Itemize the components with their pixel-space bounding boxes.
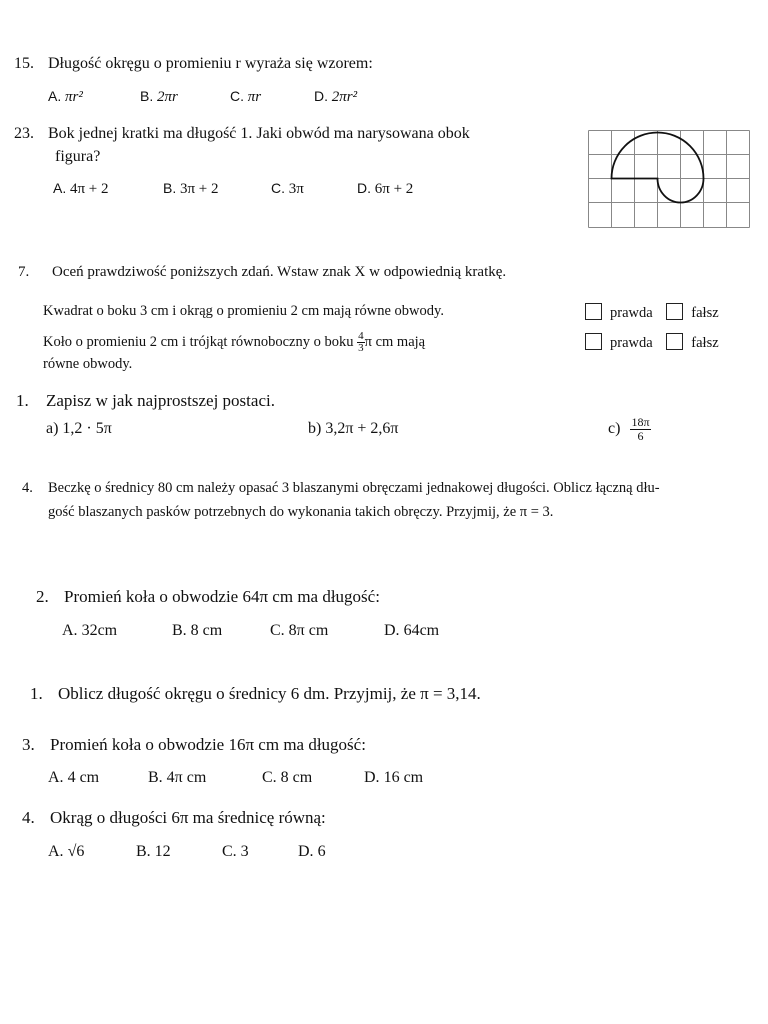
- option-label: C.: [262, 769, 277, 786]
- statement-1: Kwadrat o boku 3 cm i okrąg o promieniu 2 cm mają równe obwody.: [43, 303, 444, 319]
- question-1-circumference: [30, 684, 481, 704]
- option-label: A.: [53, 180, 67, 196]
- option-label: C.: [270, 622, 285, 639]
- option-label: B.: [136, 843, 151, 860]
- fraction: [630, 416, 650, 443]
- option-value: 4π + 2: [69, 181, 109, 197]
- option-value: 2πr: [156, 89, 178, 105]
- statement-text: Koło o promieniu 2 cm i trójkąt równoboczny o boku: [43, 333, 354, 350]
- question-1-simplify: [16, 391, 275, 411]
- option-label: D.: [298, 843, 314, 860]
- option-label: A.: [48, 769, 64, 786]
- question-15: [14, 55, 373, 73]
- question-number: 3.: [22, 735, 35, 754]
- fraction-numerator: 18π: [631, 415, 650, 429]
- option-value: 6: [317, 843, 326, 860]
- option-label: B.: [148, 769, 163, 786]
- grid-figure: [588, 130, 750, 228]
- question-4-barrel: [22, 480, 660, 497]
- true-label: prawda: [610, 335, 653, 351]
- option-value: 4π cm: [166, 769, 207, 786]
- question-23: [14, 125, 470, 143]
- option-value: 64cm: [403, 622, 440, 639]
- option-value: 8π cm: [288, 622, 329, 639]
- fraction: [357, 331, 365, 354]
- question-2: [36, 587, 380, 607]
- false-label: fałsz: [691, 305, 719, 321]
- part-c: [608, 416, 651, 443]
- option-label: C.: [222, 843, 237, 860]
- question-number: 1.: [16, 391, 29, 410]
- option-label: C.: [271, 180, 285, 196]
- true-label: prawda: [610, 305, 653, 321]
- statement-text: π cm mają: [364, 333, 426, 350]
- question-4-circle: [22, 808, 326, 828]
- question-text: Promień koła o obwodzie 64π cm ma długość:: [64, 587, 380, 606]
- option-label: D.: [384, 622, 400, 639]
- question-text: Zapisz w jak najprostszej postaci.: [46, 391, 275, 410]
- option-label: A.: [62, 622, 78, 639]
- question-text: Okrąg o długości 6π ma średnicę równą:: [50, 808, 326, 827]
- option-label: D.: [314, 88, 328, 104]
- option-value: πr: [247, 89, 262, 105]
- option-value: 3π: [288, 181, 304, 197]
- false-checkbox[interactable]: [666, 303, 683, 320]
- statement-2: [43, 331, 513, 354]
- option-value: πr²: [64, 89, 83, 105]
- question-number: 4.: [22, 808, 35, 827]
- option-value: 3π + 2: [179, 181, 219, 197]
- option-value: 32cm: [81, 622, 118, 639]
- question-number: 1.: [30, 684, 43, 703]
- question-number: 15.: [14, 55, 34, 72]
- true-checkbox[interactable]: [585, 303, 602, 320]
- question-number: 2.: [36, 587, 49, 606]
- option-value: 16 cm: [383, 769, 424, 786]
- true-false-row-2: [585, 333, 719, 352]
- fraction-denominator: 3: [358, 342, 364, 354]
- fraction-denominator: 6: [637, 429, 644, 443]
- option-label: B.: [140, 88, 154, 104]
- part-b: b) 3,2π + 2,6π: [308, 420, 399, 437]
- option-value: 12: [154, 843, 171, 860]
- question-number: 7.: [18, 264, 30, 280]
- option-value: 6π + 2: [374, 181, 414, 197]
- option-label: B.: [172, 622, 187, 639]
- question-3: [22, 735, 366, 755]
- true-checkbox[interactable]: [585, 333, 602, 350]
- question-text: Beczkę o średnicy 80 cm należy opasać 3 blaszanymi obręczami jednakowej długości. Oblicz łączną dłu-: [48, 480, 660, 496]
- option-value: 4 cm: [67, 769, 100, 786]
- question-text: Oblicz długość okręgu o średnicy 6 dm. Przyjmij, że π = 3,14.: [58, 684, 481, 703]
- option-label: C.: [230, 88, 244, 104]
- question-7: [18, 264, 506, 281]
- statement-2-cont: równe obwody.: [43, 356, 133, 372]
- option-value: 2πr²: [331, 89, 358, 105]
- part-a: a) 1,2 · 5π: [46, 420, 112, 437]
- question-text-cont: figura?: [55, 148, 101, 165]
- option-value: 3: [240, 843, 249, 860]
- question-number: 23.: [14, 125, 34, 142]
- false-checkbox[interactable]: [666, 333, 683, 350]
- part-label: c): [608, 420, 621, 438]
- option-label: A.: [48, 843, 64, 860]
- question-text: Bok jednej kratki ma długość 1. Jaki obwód ma narysowana obok: [48, 125, 470, 142]
- option-label: D.: [364, 769, 380, 786]
- option-value: 8 cm: [280, 769, 313, 786]
- question-text: Długość okręgu o promieniu r wyraża się wzorem:: [48, 55, 373, 72]
- option-value: √6: [67, 843, 85, 860]
- option-label: B.: [163, 180, 177, 196]
- question-text: Promień koła o obwodzie 16π cm ma długość:: [50, 735, 366, 754]
- option-label: D.: [357, 180, 371, 196]
- option-label: A.: [48, 88, 62, 104]
- question-text: Oceń prawdziwość poniższych zdań. Wstaw znak X w odpowiednią kratkę.: [52, 264, 507, 280]
- question-number: 4.: [22, 480, 33, 496]
- false-label: fałsz: [691, 335, 719, 351]
- option-value: 8 cm: [190, 622, 223, 639]
- question-text-cont: gość blaszanych pasków potrzebnych do wykonania takich obręczy. Przyjmij, że π = 3.: [48, 504, 554, 520]
- fraction-numerator: 4: [358, 330, 364, 342]
- true-false-row-1: [585, 303, 719, 322]
